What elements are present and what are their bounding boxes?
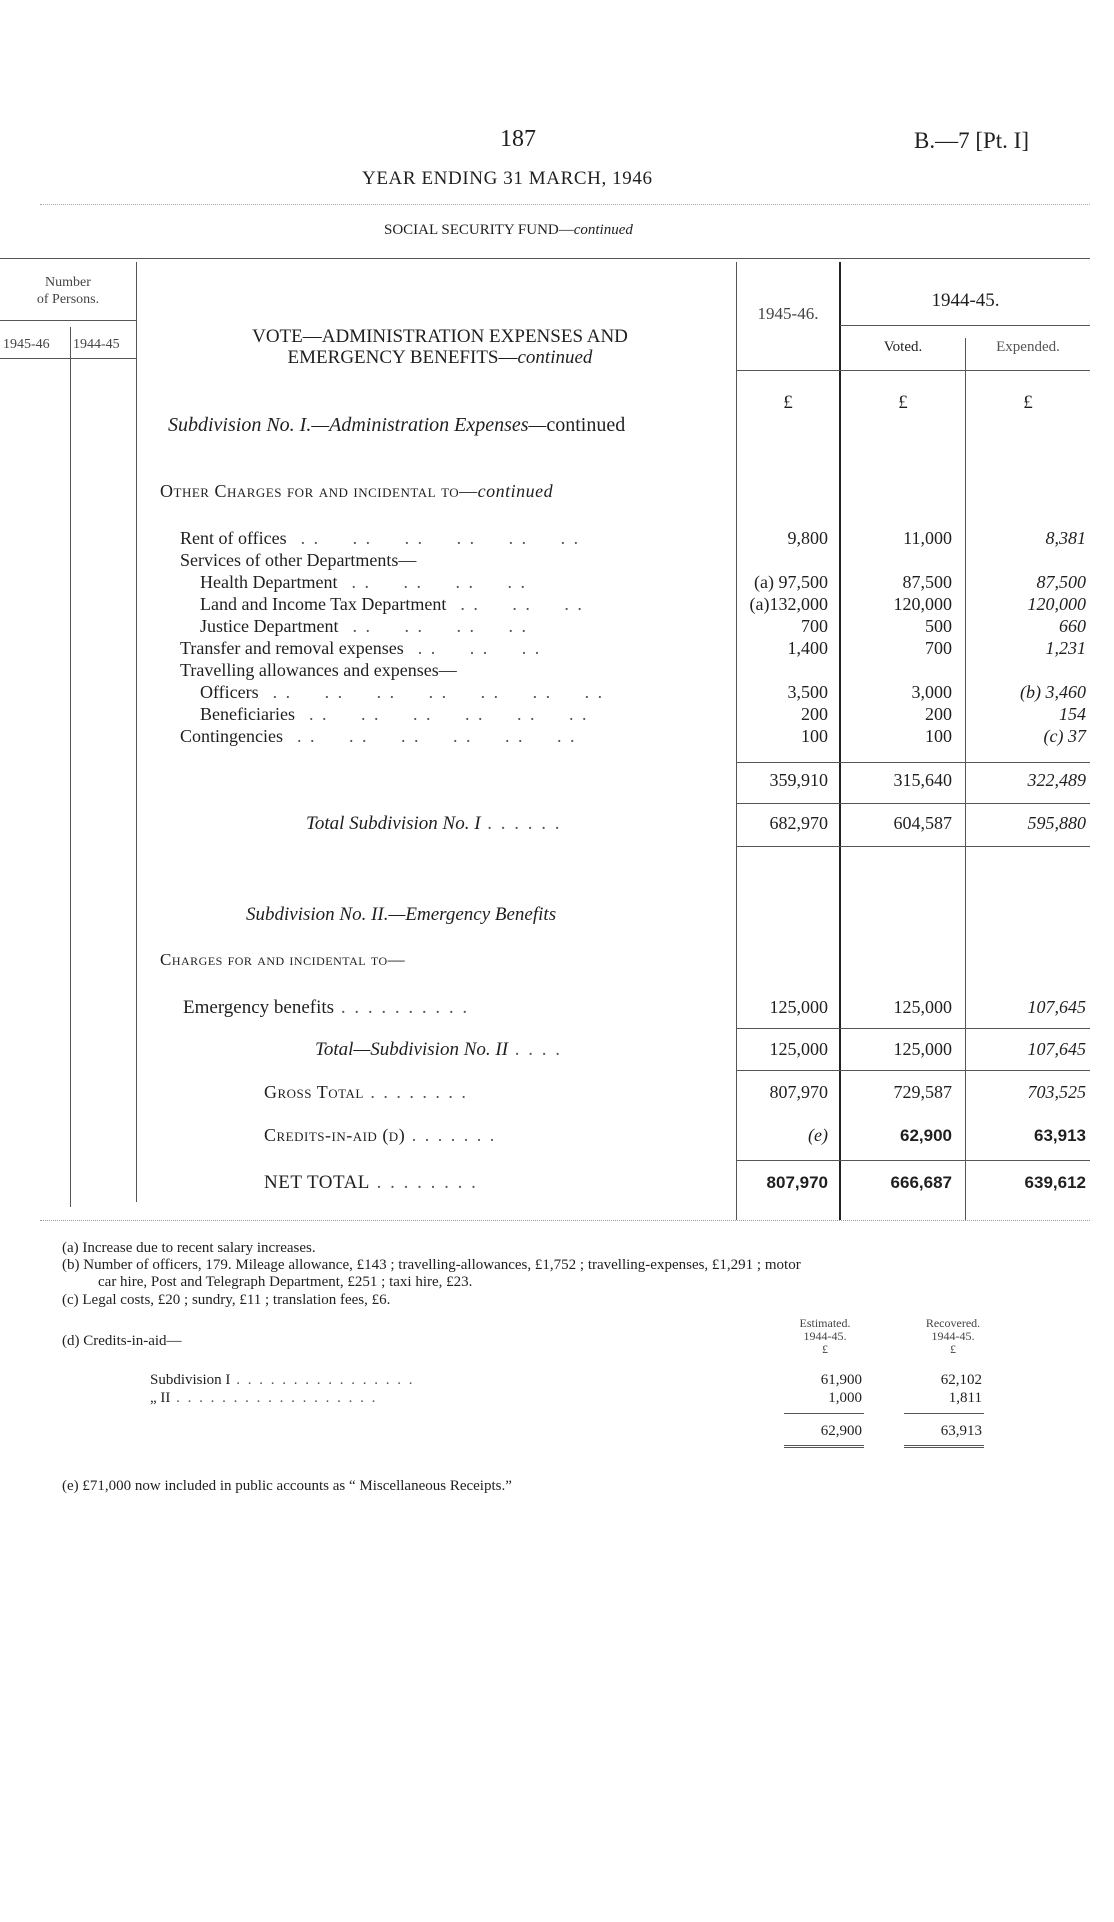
- line-item: [200, 616, 528, 637]
- currency-expended: £: [1023, 392, 1033, 413]
- leader-dots: . . . . . .: [417, 638, 542, 658]
- credits-in-aid-estimate: (e): [808, 1125, 828, 1145]
- footnote-b-line2: car hire, Post and Telegraph Department, £251 ; taxi hire, £23.: [98, 1274, 473, 1290]
- line-item-label: Land and Income Tax Department: [200, 594, 447, 614]
- footnote-d-row-2: „ II . . . . . . . . . . . . . . . . . .: [150, 1390, 378, 1406]
- line-item-voted: 3,000: [911, 682, 952, 702]
- line-item-label: Rent of offices: [180, 528, 287, 548]
- page-number: 187: [500, 126, 536, 152]
- prev-year-header: 1944-45.: [931, 290, 1000, 311]
- persons-year-rule: [0, 358, 136, 359]
- footnote-d-row-2-estimated: 1,000: [828, 1390, 862, 1406]
- line-item-expended: 8,381: [1045, 528, 1086, 548]
- line-item: [200, 594, 584, 615]
- gross-total-label: Gross Total . . . . . . . .: [264, 1082, 468, 1102]
- line-item-expended: 660: [1059, 616, 1086, 636]
- net-total-label: NET TOTAL . . . . . . . .: [264, 1172, 478, 1193]
- line-item-label: Services of other Departments—: [180, 550, 417, 570]
- line-item-voted: 87,500: [902, 572, 952, 592]
- line-item-label: Contingencies: [180, 726, 283, 746]
- total-sub2-rule-bottom: [736, 1070, 1090, 1071]
- footnote-d: (d) Credits-in-aid—: [62, 1333, 182, 1349]
- line-item-voted: 120,000: [893, 594, 952, 614]
- persons-column-divider: [136, 262, 137, 1202]
- credits-in-aid-label: Credits-in-aid (d) . . . . . . .: [264, 1125, 497, 1145]
- footnote-a: (a) Increase due to recent salary increases.: [62, 1240, 316, 1256]
- persons-header: Number of Persons.: [36, 275, 100, 307]
- net-total-expended: 639,612: [1024, 1173, 1086, 1192]
- persons-year-divider: [70, 327, 71, 1207]
- line-item-estimate: 200: [801, 704, 828, 724]
- line-item-voted: 200: [925, 704, 952, 724]
- footnote-d-estimated-rule: [784, 1413, 864, 1414]
- line-item: [180, 726, 576, 747]
- vote-title: VOTE—ADMINISTRATION EXPENSES AND EMERGENCY BENEFITS—continued: [252, 326, 628, 368]
- credits-in-aid-voted: 62,900: [900, 1126, 952, 1145]
- subtotal-expended: 322,489: [1027, 770, 1086, 790]
- document-reference: B.—7 [Pt. I]: [914, 128, 1029, 153]
- persons-year-1944: 1944-45: [73, 337, 120, 352]
- line-item-voted: 500: [925, 616, 952, 636]
- emergency-benefits-label: Emergency benefits . . . . . . . . . .: [183, 997, 470, 1018]
- persons-year-1945: 1945-46: [3, 337, 50, 352]
- table-top-rule: [0, 258, 1090, 259]
- prev-year-header-rule: [840, 325, 1090, 326]
- line-item-label: Health Department: [200, 572, 338, 592]
- footnote-e: (e) £71,000 now included in public accounts as “ Miscellaneous Receipts.”: [62, 1478, 512, 1494]
- subtotal-estimate: 359,910: [769, 770, 828, 790]
- emergency-benefits-voted: 125,000: [893, 997, 952, 1017]
- net-total-voted: 666,687: [890, 1173, 952, 1192]
- footnote-d-estimated-double-rule: [784, 1445, 864, 1448]
- line-item-voted: 100: [925, 726, 952, 746]
- emergency-benefits-estimate: 125,000: [769, 997, 828, 1017]
- net-total-rule: [736, 1160, 1090, 1161]
- footnote-d-recovered-rule: [904, 1413, 984, 1414]
- total-sub1-expended: 595,880: [1027, 813, 1086, 833]
- line-item: [180, 660, 471, 681]
- line-item: [180, 638, 541, 659]
- line-item-label: Officers: [200, 682, 259, 702]
- voted-header: Voted.: [883, 339, 923, 355]
- total-subdivision-2-label: Total—Subdivision No. II . . . .: [315, 1039, 563, 1060]
- subtotal-rule: [736, 762, 1090, 763]
- line-item-estimate: 3,500: [787, 682, 828, 702]
- currency-estimate: £: [783, 392, 793, 413]
- footnote-c: (c) Legal costs, £20 ; sundry, £11 ; translation fees, £6.: [62, 1292, 391, 1308]
- leader-dots: . . . . . . . .: [351, 572, 527, 592]
- gross-total-estimate: 807,970: [769, 1082, 828, 1102]
- line-item-label: Transfer and removal expenses: [180, 638, 404, 658]
- line-item: [200, 572, 527, 593]
- header-rule: [40, 204, 1090, 205]
- line-item-estimate: 100: [801, 726, 828, 746]
- fund-title: SOCIAL SECURITY FUND—continued: [384, 222, 633, 238]
- gross-total-expended: 703,525: [1027, 1082, 1086, 1102]
- line-item: [200, 704, 588, 725]
- line-item: [180, 528, 580, 549]
- line-item-expended: 120,000: [1027, 594, 1086, 614]
- footnote-d-row-2-recovered: 1,811: [948, 1390, 982, 1406]
- credits-in-aid-expended: 63,913: [1034, 1126, 1086, 1145]
- total-sub2-voted: 125,000: [893, 1039, 952, 1059]
- footnote-d-estimated-header: Estimated. 1944-45. £: [799, 1316, 851, 1356]
- subdivision-2-title: Subdivision No. II.—Emergency Benefits: [246, 904, 557, 925]
- line-item-estimate: (a)132,000: [749, 594, 828, 614]
- total-sub1-estimate: 682,970: [769, 813, 828, 833]
- footnote-b-line1: (b) Number of officers, 179. Mileage allowance, £143 ; travelling-allowances, £1,752 ; travelling-expenses, £1,291 ; motor: [62, 1257, 801, 1273]
- expended-header: Expended.: [996, 339, 1060, 355]
- leader-dots: . . . . . . . . . . . .: [296, 726, 577, 746]
- subdivision-1-title: Subdivision No. I.—Administration Expenses—continued: [168, 414, 626, 436]
- line-item-expended: (b) 3,460: [1020, 682, 1086, 702]
- footnote-d-row-1-estimated: 61,900: [820, 1372, 862, 1388]
- line-item-voted: 700: [925, 638, 952, 658]
- footnote-d-total-recovered: 63,913: [940, 1423, 982, 1439]
- line-item-expended: (c) 37: [1043, 726, 1086, 746]
- total-sub1-rule-bottom: [736, 846, 1090, 847]
- footnote-d-total-estimated: 62,900: [820, 1423, 862, 1439]
- estimate-year-header: 1945-46.: [757, 304, 819, 323]
- footnote-d-row-1-recovered: 62,102: [940, 1372, 982, 1388]
- line-item-estimate: 1,400: [787, 638, 828, 658]
- footnote-d-recovered-header: Recovered. 1944-45. £: [925, 1316, 981, 1356]
- year-title: YEAR ENDING 31 MARCH, 1946: [362, 168, 653, 189]
- other-charges-heading: Other Charges for and incidental to—continued: [160, 481, 554, 501]
- table-bottom-rule: [40, 1220, 1090, 1221]
- line-item-voted: 11,000: [903, 528, 952, 548]
- line-item-label: Travelling allowances and expenses—: [180, 660, 457, 680]
- line-item: [180, 550, 430, 571]
- subtotal-voted: 315,640: [893, 770, 952, 790]
- line-item-estimate: 9,800: [787, 528, 828, 548]
- currency-voted: £: [898, 392, 908, 413]
- total-sub2-rule-top: [736, 1028, 1090, 1029]
- gross-total-voted: 729,587: [893, 1082, 952, 1102]
- leader-dots: . . . . . . . .: [352, 616, 528, 636]
- footnote-d-row-1: Subdivision I . . . . . . . . . . . . . . . .: [150, 1372, 415, 1388]
- column-header-bottom-rule: [736, 370, 1090, 371]
- footnote-d-recovered-double-rule: [904, 1445, 984, 1448]
- total-sub2-estimate: 125,000: [769, 1039, 828, 1059]
- line-item-estimate: 700: [801, 616, 828, 636]
- total-subdivision-1-label: Total Subdivision No. I . . . . . .: [306, 813, 562, 834]
- line-item-expended: 154: [1059, 704, 1086, 724]
- line-item-expended: 1,231: [1045, 638, 1086, 658]
- emergency-benefits-expended: 107,645: [1027, 997, 1086, 1017]
- leader-dots: . . . . . . . . . . . . . .: [272, 682, 605, 702]
- total-sub2-expended: 107,645: [1027, 1039, 1086, 1059]
- leader-dots: . . . . . . . . . . . .: [308, 704, 589, 724]
- charges-heading: Charges for and incidental to—: [160, 950, 406, 969]
- persons-header-rule: [0, 320, 136, 321]
- net-total-estimate: 807,970: [766, 1173, 828, 1192]
- line-item-label: Beneficiaries: [200, 704, 295, 724]
- total-sub1-rule-top: [736, 803, 1090, 804]
- total-sub1-voted: 604,587: [893, 813, 952, 833]
- line-item: [200, 682, 604, 703]
- line-item-label: Justice Department: [200, 616, 339, 636]
- line-item-expended: 87,500: [1036, 572, 1086, 592]
- leader-dots: . . . . . . . . . . . .: [300, 528, 581, 548]
- line-item-estimate: (a) 97,500: [754, 572, 828, 592]
- leader-dots: . . . . . .: [460, 594, 584, 614]
